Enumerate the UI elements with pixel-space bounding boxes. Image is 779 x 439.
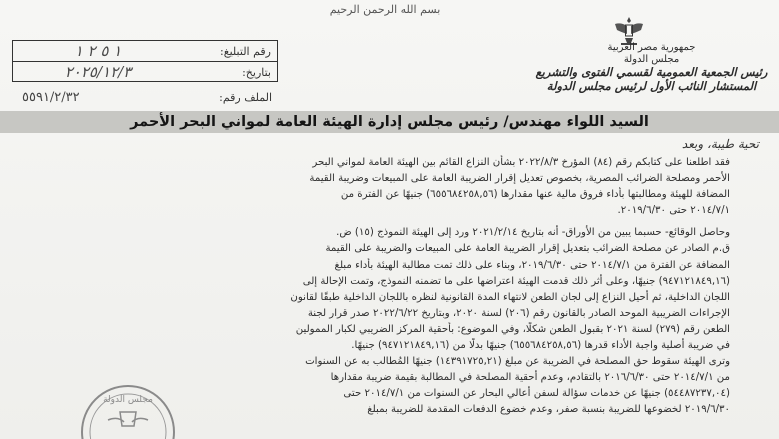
body-line: الأحمر ومصلحة الضرائب المصرية، بخصوص تعديل إقرار الضريبة العامة على المبيعات وضريبة القيمة xyxy=(309,173,730,185)
body-line: الطعن رقم (٢٧٩) لسنة ٢٠٢١ بقبول الطعن شكلًا، وفي الموضوع: بأحقية المركز الضريبي لكبار الممولين xyxy=(295,323,730,335)
body-line: في ضريبة أصلية واجبة الأداء قدرها (٦٥٥٦٨٤٢٥٨,٥٦) جنيهًا بدلًا من (٩٤٧١٢١٨٤٩,١٦) جنيهًا. xyxy=(351,340,730,352)
assembly-head-title: رئيس الجمعية العمومية لقسمي الفتوى والتشريع xyxy=(535,65,768,79)
paragraph-intro xyxy=(30,155,730,219)
file-number-value: ٥٥٩١/٢/٣٢ xyxy=(22,90,80,105)
reference-date-label: بتاريخ: xyxy=(242,65,271,79)
reference-number-row xyxy=(13,41,277,61)
reference-number-label: رقم التبليغ: xyxy=(220,44,271,58)
body-line: وحاصل الوقائع- حسبما يبين من الأوراق- أنه بتاريخ ٢٠٢١/٢/١٤ ورد إلى الهيئة النموذج (١٥) ض. xyxy=(336,227,730,239)
body-line: (٩٤٧١٢١٨٤٩,١٦) جنيهًا، وعلى أثر ذلك قدمت الهيئة اعتراضها على ما تضمنه النموذج، وتمت الإحالة إلى xyxy=(302,275,730,287)
file-number-row xyxy=(12,90,276,105)
reference-date-value: ٢٠٢٥/١٢/٣ xyxy=(64,63,132,81)
issuer-header xyxy=(534,42,769,94)
addressee-line: السيد اللواء مهندس/ رئيس مجلس إدارة الهيئة العامة لمواني البحر الأحمر xyxy=(0,111,779,133)
seal-text: مجلس الدولة xyxy=(103,395,153,405)
body-line: فقد اطلعنا على كتابكم رقم (٨٤) المؤرخ ٢٠٢٢/٨/٣ بشأن النزاع القائم بين الهيئة العامة لمواني البحر xyxy=(312,157,730,168)
body-line: المضافة عن الفترة من ٢٠١٤/٧/١ حتى ٢٠١٩/٦/٣٠، وبناء على ذلك تمت مطالبة الهيئة بأداء مبلغ xyxy=(334,259,730,271)
council-seal-icon xyxy=(78,382,178,439)
body-line: (٥٤٤٨٧٢٣٧,٠٤) جنيهًا عن خدمات سؤالة لسفن أعالي البحار عن السنوات من ٢٠١٤/٧/١ حتى xyxy=(343,388,730,400)
body-line: الإجراءات الضريبية الموحد الصادر بالقانون رقم (٢٠٦) لسنة ٢٠٢٠، وبتاريخ ٢٠٢٢/٦/٢٢ صدر قرار لجنة xyxy=(307,307,730,319)
basmala-heading: بسم الله الرحمن الرحيم xyxy=(329,3,441,16)
body-line: ق.م الصادر عن مصلحة الضرائب بتعديل إقرار الضريبة العامة على المبيعات والضريبة على القيمة xyxy=(325,243,730,255)
republic-name: جمهورية مصر العربية xyxy=(607,42,696,53)
council-name: مجلس الدولة xyxy=(623,54,680,65)
body-line: ٢٠١٤/٧/١ حتى ٢٠١٩/٦/٣٠. xyxy=(617,205,730,217)
body-line: ٢٠١٩/٦/٣٠ لخضوعها للضريبة بنسبة صفر، وعدم خضوع الدفعات المقدمة للضريبة بمبلغ xyxy=(367,404,730,416)
body-line: وترى الهيئة سقوط حق المصلحة في الضريبة عن مبلغ (١٤٣٩١٧٢٥,٢١) جنيهًا المُطالب به عن السنوات xyxy=(305,356,730,368)
file-number-label: الملف رقم: xyxy=(219,91,272,104)
reference-box xyxy=(12,40,278,82)
body-line: اللجان الداخلية، ثم أحيل النزاع إلى لجان الطعن لانتهاء المدة القانونية لنظره باللجان الداخلية طبقًا لقانون xyxy=(290,291,730,303)
reference-date-row xyxy=(13,61,277,82)
letter-body xyxy=(30,155,730,419)
reference-number-value: ١ ٥ ٢ ١ xyxy=(74,42,122,60)
greeting: تحية طيبة، وبعد xyxy=(681,137,759,151)
body-line: من ٢٠١٤/٧/١ حتى ٢٠١٦/٦/٣٠ بالتقادم، وعدم أحقية المصلحة في المطالبة بقيمة ضريبة مقدارها xyxy=(330,372,730,384)
first-deputy-title: المستشار النائب الأول لرئيس مجلس الدولة xyxy=(546,78,757,93)
body-line: المضافة للهيئة ومطالبتها بأداء فروق مالية عنها مقدارها (٦٥٥٦٨٤٢٥٨,٥٦) جنيهًا عن الفترة من xyxy=(340,189,730,201)
